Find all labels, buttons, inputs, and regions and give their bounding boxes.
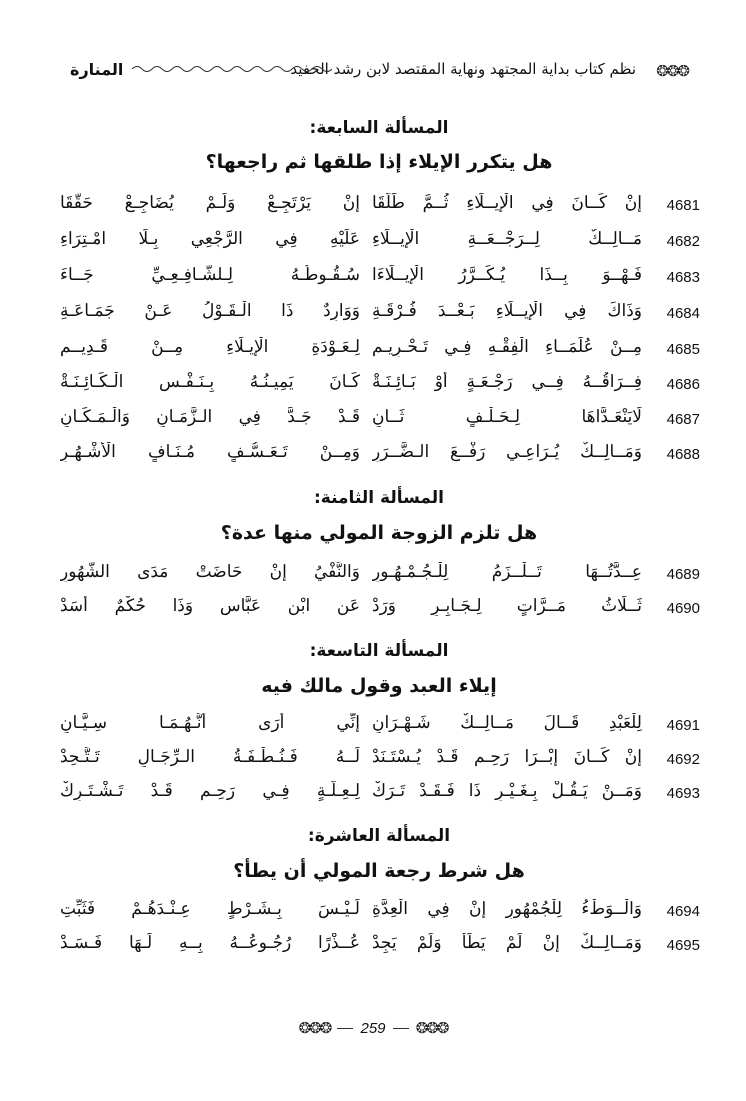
- verse-second-hemistich: لِـعِـلَّـةٍ فِـي رَحِـمٍ قَـدْ تَـشْـتَـرِكْ: [60, 781, 360, 801]
- page-header: [70, 58, 688, 86]
- verse-first-hemistich: مِــنْ عُلَمَــاءِ الْفِقْـهِ فِـي تَـحْـرِيـمِ: [372, 337, 642, 357]
- verse-number: 4683: [666, 269, 700, 286]
- verse-second-hemistich: عُــذْرًا رُجُـوعُــهُ بِــهِ لَـهَا فَـسَـدْ: [60, 933, 360, 953]
- verse-number: 4695: [666, 937, 700, 954]
- verse-first-hemistich: عِــدَّتُــهَا تَــلْــزَمُ لِلْـجُـمْـهُـورِ: [372, 562, 642, 582]
- header-ornament-icon: ❂❂❂: [656, 62, 688, 80]
- verse-second-hemistich: وَمِــنْ تَـعَـسُّـفٍ مُـنَـافٍ الْأَشْـهُـرِ: [60, 442, 360, 462]
- verse-first-hemistich: فَـهْــوَ بِــذَا يُـكَــرَّرُ الْإِيــلَاءَا: [372, 265, 642, 285]
- verse-row: [60, 562, 700, 592]
- book-title: نظم كتاب بداية المجتهد ونهاية المقتصد لابن رشد الحفيد: [290, 60, 636, 78]
- verse-row: [60, 301, 700, 331]
- verse-number: 4690: [666, 600, 700, 617]
- verse-row: [60, 407, 700, 437]
- verse-first-hemistich: مَــالِــكٌ لِــرَجْــعَــةِ الْإِيــلَاءِ: [372, 229, 642, 249]
- verse-second-hemistich: وَوَارِدٌ ذَا الْـقَـوْلُ عَـنْ جَمَـاعَـةِ: [60, 301, 360, 321]
- footer-dash-divider: [337, 1028, 353, 1029]
- verse-first-hemistich: ثَــلَاثُ مَــرَّاتٍ لِـجَـابِـرٍ وَرَدْ: [372, 596, 642, 616]
- verse-number: 4682: [666, 233, 700, 250]
- footer-ornament-right-icon: ❂❂❂: [415, 1019, 448, 1037]
- verse-number: 4693: [666, 785, 700, 802]
- verse-second-hemistich: سُـقُـوطُـهُ لِـلشَّـافِـعِـيِّ جَــاءَ: [60, 265, 360, 285]
- verse-second-hemistich: إِنْ يَرْتَجِـعْ وَلَـمْ يُضَاجِـعْ حَقَّقَا: [60, 193, 360, 213]
- verse-number: 4694: [666, 903, 700, 920]
- section-title: المسألة السابعة:: [309, 118, 449, 138]
- section-question: هل شرط رجعة المولي أن يطأ؟: [233, 860, 525, 882]
- verse-second-hemistich: إِنِّي أَرَى أَنَّـهُـمَـا سِـيَّـانِ: [60, 713, 360, 733]
- verse-number: 4688: [666, 446, 700, 463]
- verse-row: [60, 372, 700, 402]
- verse-second-hemistich: كَـانَ يَمِيـنُـهُ بِـنَـفْـسِ الْـكَـائِـنَـةْ: [60, 372, 360, 392]
- verse-number: 4689: [666, 566, 700, 583]
- verse-first-hemistich: وَالْــوَطْءُ لِلْجُمْهُورِ إِنْ فِي الْعِدَّةِ: [372, 899, 642, 919]
- footer-ornament-left-icon: ❂❂❂: [298, 1019, 331, 1037]
- verse-second-hemistich: لَـيْـسَ بِـشَـرْطٍ عِـنْـدَهُـمْ فَثَبِّتِ: [60, 899, 360, 919]
- page-footer: [0, 1018, 746, 1037]
- verse-first-hemistich: وَذَاكَ فِي الْإِيــلَاءِ بَـعْــدَ فُـرْقَـةِ: [372, 301, 642, 321]
- section-question: هل يتكرر الإيلاء إذا طلقها ثم راجعها؟: [205, 151, 553, 173]
- verse-first-hemistich: فِــرَاقُــهُ فِــي رَجْـعَـةٍ أَوْ بَـائِـنَـةْ: [372, 372, 642, 392]
- verse-number: 4685: [666, 341, 700, 358]
- verse-first-hemistich: وَمَــالِــكٌ يُـرَاعِـي رَفْــعَ الـضَّــرَرِ: [372, 442, 642, 462]
- verse-first-hemistich: إِنْ كَــانَ إِبْــرَا رَحِـمٍ قَـدْ يُـسْتَـنَدْ: [372, 747, 642, 767]
- verse-row: [60, 442, 700, 472]
- verse-first-hemistich: لَايَنْعَـدَّاهَا لِـحَـلْـفٍ ثَــانِ: [372, 407, 642, 427]
- section-title: المسألة العاشرة:: [307, 826, 451, 846]
- verse-row: [60, 337, 700, 367]
- decorative-wave-divider: [132, 60, 332, 76]
- verse-first-hemistich: لِلْعَبْدِ قَــالَ مَــالِــكٌ شَـهْـرَانِ: [372, 713, 642, 733]
- section-question: هل تلزم الزوجة المولي منها عدة؟: [220, 522, 538, 544]
- verse-first-hemistich: إِنْ كَــانَ فِي الْإِيــلَاءِ ثُــمَّ طَلَّقَا: [372, 193, 642, 213]
- verse-row: [60, 899, 700, 929]
- verse-number: 4692: [666, 751, 700, 768]
- verse-second-hemistich: عَلَيْهِ فِي الرَّجْعِي بِـلَا امْـتِرَاءِ: [60, 229, 360, 249]
- verse-row: [60, 781, 700, 811]
- running-head: المنارة: [70, 60, 124, 79]
- verse-second-hemistich: عَنِ ابْنِ عَبَّاسٍ وَذَا حُكْمٌ أَسَدْ: [60, 596, 360, 616]
- verse-second-hemistich: لَــهُ فَـنُـطْـفَـةُ الـرِّجَـالِ تَـتَّـحِدْ: [60, 747, 360, 767]
- verse-second-hemistich: قَـدْ جَـدَّ فِي الـزَّمَـانِ وَالْـمَـكَـانِ: [60, 407, 360, 427]
- verse-second-hemistich: وَالنَّفْيُ إِنْ حَاضَتْ مَدَى الشُّهُورِ: [60, 562, 360, 582]
- verse-row: [60, 596, 700, 626]
- verse-row: [60, 229, 700, 259]
- verse-row: [60, 933, 700, 963]
- verse-number: 4684: [666, 305, 700, 322]
- verse-number: 4681: [666, 197, 700, 214]
- page-number: 259: [360, 1020, 386, 1037]
- section-title: المسألة الثامنة:: [313, 488, 444, 508]
- verse-number: 4687: [666, 411, 700, 428]
- verse-row: [60, 265, 700, 295]
- verse-row: [60, 713, 700, 743]
- verse-first-hemistich: وَمَــالِــكٌ إِنْ لَمْ يَطَأْ وَلَمْ يَجِدْ: [372, 933, 642, 953]
- verse-row: [60, 193, 700, 223]
- verse-second-hemistich: لِـعَـوْدَةِ الْإِيـلَاءِ مِــنْ قَـدِيــمِ: [60, 337, 360, 357]
- verse-number: 4691: [666, 717, 700, 734]
- footer-dash-divider: [393, 1028, 409, 1029]
- verse-row: [60, 747, 700, 777]
- verse-number: 4686: [666, 376, 700, 393]
- section-question: إيلاء العبد وقول مالك فيه: [261, 675, 497, 697]
- section-title: المسألة التاسعة:: [309, 641, 449, 661]
- verse-first-hemistich: وَمَــنْ يَـقُـلْ بِـغَـيْـرِ ذَا فَـقَـدْ تَـرَكْ: [372, 781, 642, 801]
